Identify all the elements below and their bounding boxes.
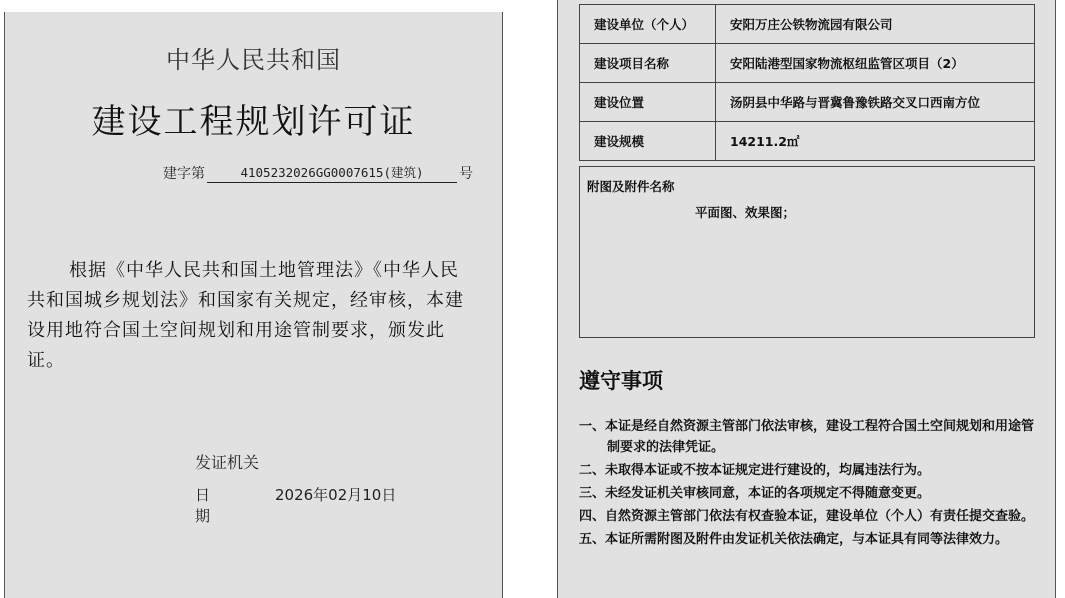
rule-item: 三、未经发证机关审核同意，本证的各项规定不得随意变更。 [579,486,931,501]
table-row [580,44,1035,83]
certificate-number: 4105232026GG0007615(建筑) [207,163,457,183]
date-value: 2026年02月10日 [275,486,397,504]
rule-item: 四、自然资源主管部门依法有权查验本证，建设单位（个人）有责任提交查验。 [579,509,1035,524]
table-row [580,122,1035,161]
row-value: 汤阴县中华路与晋冀鲁豫铁路交叉口西南方位 [716,83,1035,122]
table-row [580,5,1035,44]
rule-item: 一、本证是经自然资源主管部门依法审核，建设工程符合国土空间规划和用途管制要求的法律凭证。 [579,419,1035,455]
certificate-body-text: 根据《中华人民共和国土地管理法》《中华人民共和国城乡规划法》和国家有关规定，经审核，本建设用地符合国土空间规划和用途管制要求，颁发此证。 [27,260,464,371]
row-key: 建设规模 [580,122,716,161]
table-row [580,83,1035,122]
row-value: 安阳万庄公铁物流园有限公司 [716,5,1035,44]
row-key: 建设位置 [580,83,716,122]
attachments-label: 附图及附件名称 [587,179,675,194]
attachments-value: 平面图、效果图； [695,205,796,220]
row-value: 安阳陆港型国家物流枢纽监管区项目（2） [716,44,1035,83]
row-key: 建设单位（个人） [580,5,716,44]
row-value: 14211.2㎡ [716,122,1035,161]
issuer-label: 发证机关 [195,453,260,472]
certificate-detail-page [557,0,1056,598]
date-label: 日期 [195,486,245,525]
row-key: 建设项目名称 [580,44,716,83]
rule-item: 五、本证所需附图及附件由发证机关依法确定，与本证具有同等法律效力。 [579,532,1009,547]
number-suffix: 号 [459,166,473,182]
project-info-table [579,4,1035,161]
rules-title: 遵守事项 [579,369,663,393]
number-prefix: 建字第 [163,166,205,182]
issue-date-row [195,484,396,526]
attachments-box [579,166,1035,338]
rules-list [579,416,1037,552]
certificate-cover-page [4,12,503,598]
rule-item: 二、未取得本证或不按本证规定进行建设的，均属违法行为。 [579,463,931,478]
certificate-title: 建设工程规划许可证 [91,102,416,142]
certificate-number-row [163,163,473,183]
country-name: 中华人民共和国 [166,46,341,74]
